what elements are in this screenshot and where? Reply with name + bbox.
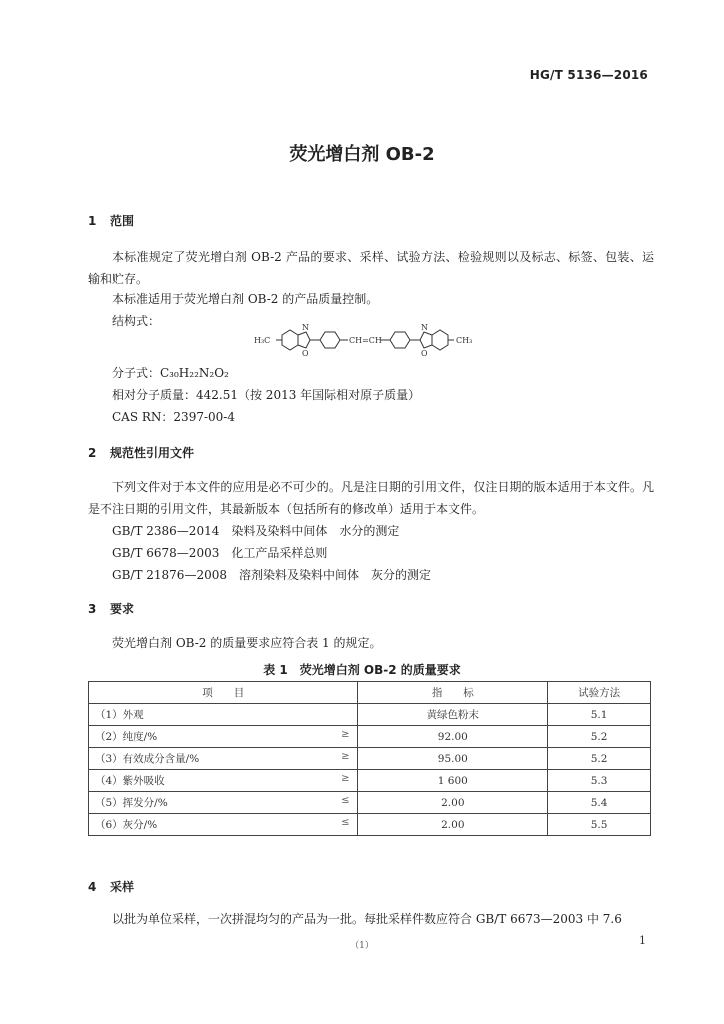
cas-number: CAS RN：2397-00-4 [112,410,235,424]
section-title: 要求 [110,602,135,616]
benzene-ring-right [432,330,448,350]
row-item-label: （3）有效成分含量/% [95,753,200,765]
row-item [89,704,358,726]
section-number: 1 [88,214,97,228]
row-item-label: （6）灰分/% [95,819,158,831]
section-2-heading [88,444,194,461]
methyl-label-right: CH₃ [456,336,473,345]
header-item: 项 目 [89,682,358,704]
table-row [89,770,651,792]
row-method: 5.5 [548,814,651,836]
structure-label: 结构式： [112,314,161,328]
footer-note: （1） [350,941,374,951]
oxygen-label-left: O [302,349,309,358]
oxazole-ring-left [298,332,310,348]
section-title: 采样 [110,880,135,894]
page-title: 荧光增白剂 OB-2 [289,144,435,165]
section-number: 4 [88,880,97,894]
row-symbol: ≤ [341,817,350,828]
molar-mass: 相对分子质量：442.51（按 2013 年国际相对原子质量） [112,388,421,402]
row-symbol: ≥ [341,729,350,740]
row-item [89,770,358,792]
row-symbol: ≥ [341,751,350,762]
section-title: 规范性引用文件 [110,446,195,460]
reference-item: GB/T 2386—2014 染料及染料中间体 水分的测定 [112,524,400,538]
row-item [89,814,358,836]
page-number: 1 [639,934,646,947]
structural-formula [240,322,530,362]
row-method: 5.2 [548,748,651,770]
reference-item: GB/T 21876—2008 溶剂染料及染料中间体 灰分的测定 [112,568,431,582]
scope-paragraph-2: 本标准适用于荧光增白剂 OB-2 的产品质量控制。 [112,292,379,306]
section-number: 3 [88,602,97,616]
phenyl-ring-left [320,332,340,348]
molecular-formula: 分子式：C₃₀H₂₂N₂O₂ [112,366,229,380]
row-item-label: （2）纯度/% [95,731,158,743]
row-item-label: （1）外观 [95,709,144,721]
row-value: 1 600 [358,770,548,792]
scope-paragraph-1: 本标准规定了荧光增白剂 OB-2 产品的要求、采样、试验方法、检验规则以及标志、标签、包装、运输和贮存。 [88,250,654,286]
row-method: 5.2 [548,726,651,748]
row-item-label: （5）挥发分/% [95,797,168,809]
table-row [89,726,651,748]
benzene-ring-left [282,330,298,350]
row-method: 5.1 [548,704,651,726]
table-row [89,792,651,814]
section-title: 范围 [110,214,135,228]
phenyl-ring-right [390,332,410,348]
table-row [89,704,651,726]
vinylene-label: CH=CH [349,336,382,345]
oxazole-ring-right [420,332,432,348]
section-1-heading [88,212,134,229]
table-row [89,814,651,836]
section-number: 2 [88,446,97,460]
row-value: 2.00 [358,792,548,814]
row-symbol: ≥ [341,773,350,784]
standard-code: HG/T 5136—2016 [529,68,648,82]
row-symbol: ≤ [341,795,350,806]
row-item-label: （4）紫外吸收 [95,775,165,787]
row-value: 95.00 [358,748,548,770]
row-item [89,726,358,748]
row-value: 黄绿色粉末 [358,704,548,726]
section-4-heading [88,878,134,895]
quality-requirements-table [88,681,651,836]
nitrogen-label-left: N [302,323,309,332]
nitrogen-label-right: N [421,323,428,332]
table-caption: 表 1 荧光增白剂 OB-2 的质量要求 [263,663,461,677]
row-item [89,792,358,814]
table-row [89,748,651,770]
header-indicator: 指 标 [358,682,548,704]
table-header-row [89,682,651,704]
oxygen-label-right: O [421,349,428,358]
requirements-paragraph: 荧光增白剂 OB-2 的质量要求应符合表 1 的规定。 [112,636,382,650]
row-value: 92.00 [358,726,548,748]
header-method: 试验方法 [548,682,651,704]
reference-item: GB/T 6678—2003 化工产品采样总则 [112,546,328,560]
row-item [89,748,358,770]
row-method: 5.4 [548,792,651,814]
row-method: 5.3 [548,770,651,792]
sampling-paragraph: 以批为单位采样，一次拼混均匀的产品为一批。每批采样件数应符合 GB/T 6673—2003 中 7.6 [112,912,622,926]
normative-paragraph: 下列文件对于本文件的应用是必不可少的。凡是注日期的引用文件，仅注日期的版本适用于本文件。凡是不注日期的引用文件，其最新版本（包括所有的修改单）适用于本文件。 [88,480,654,516]
row-value: 2.00 [358,814,548,836]
section-3-heading [88,600,134,617]
methyl-label-left: H₃C [254,336,271,345]
